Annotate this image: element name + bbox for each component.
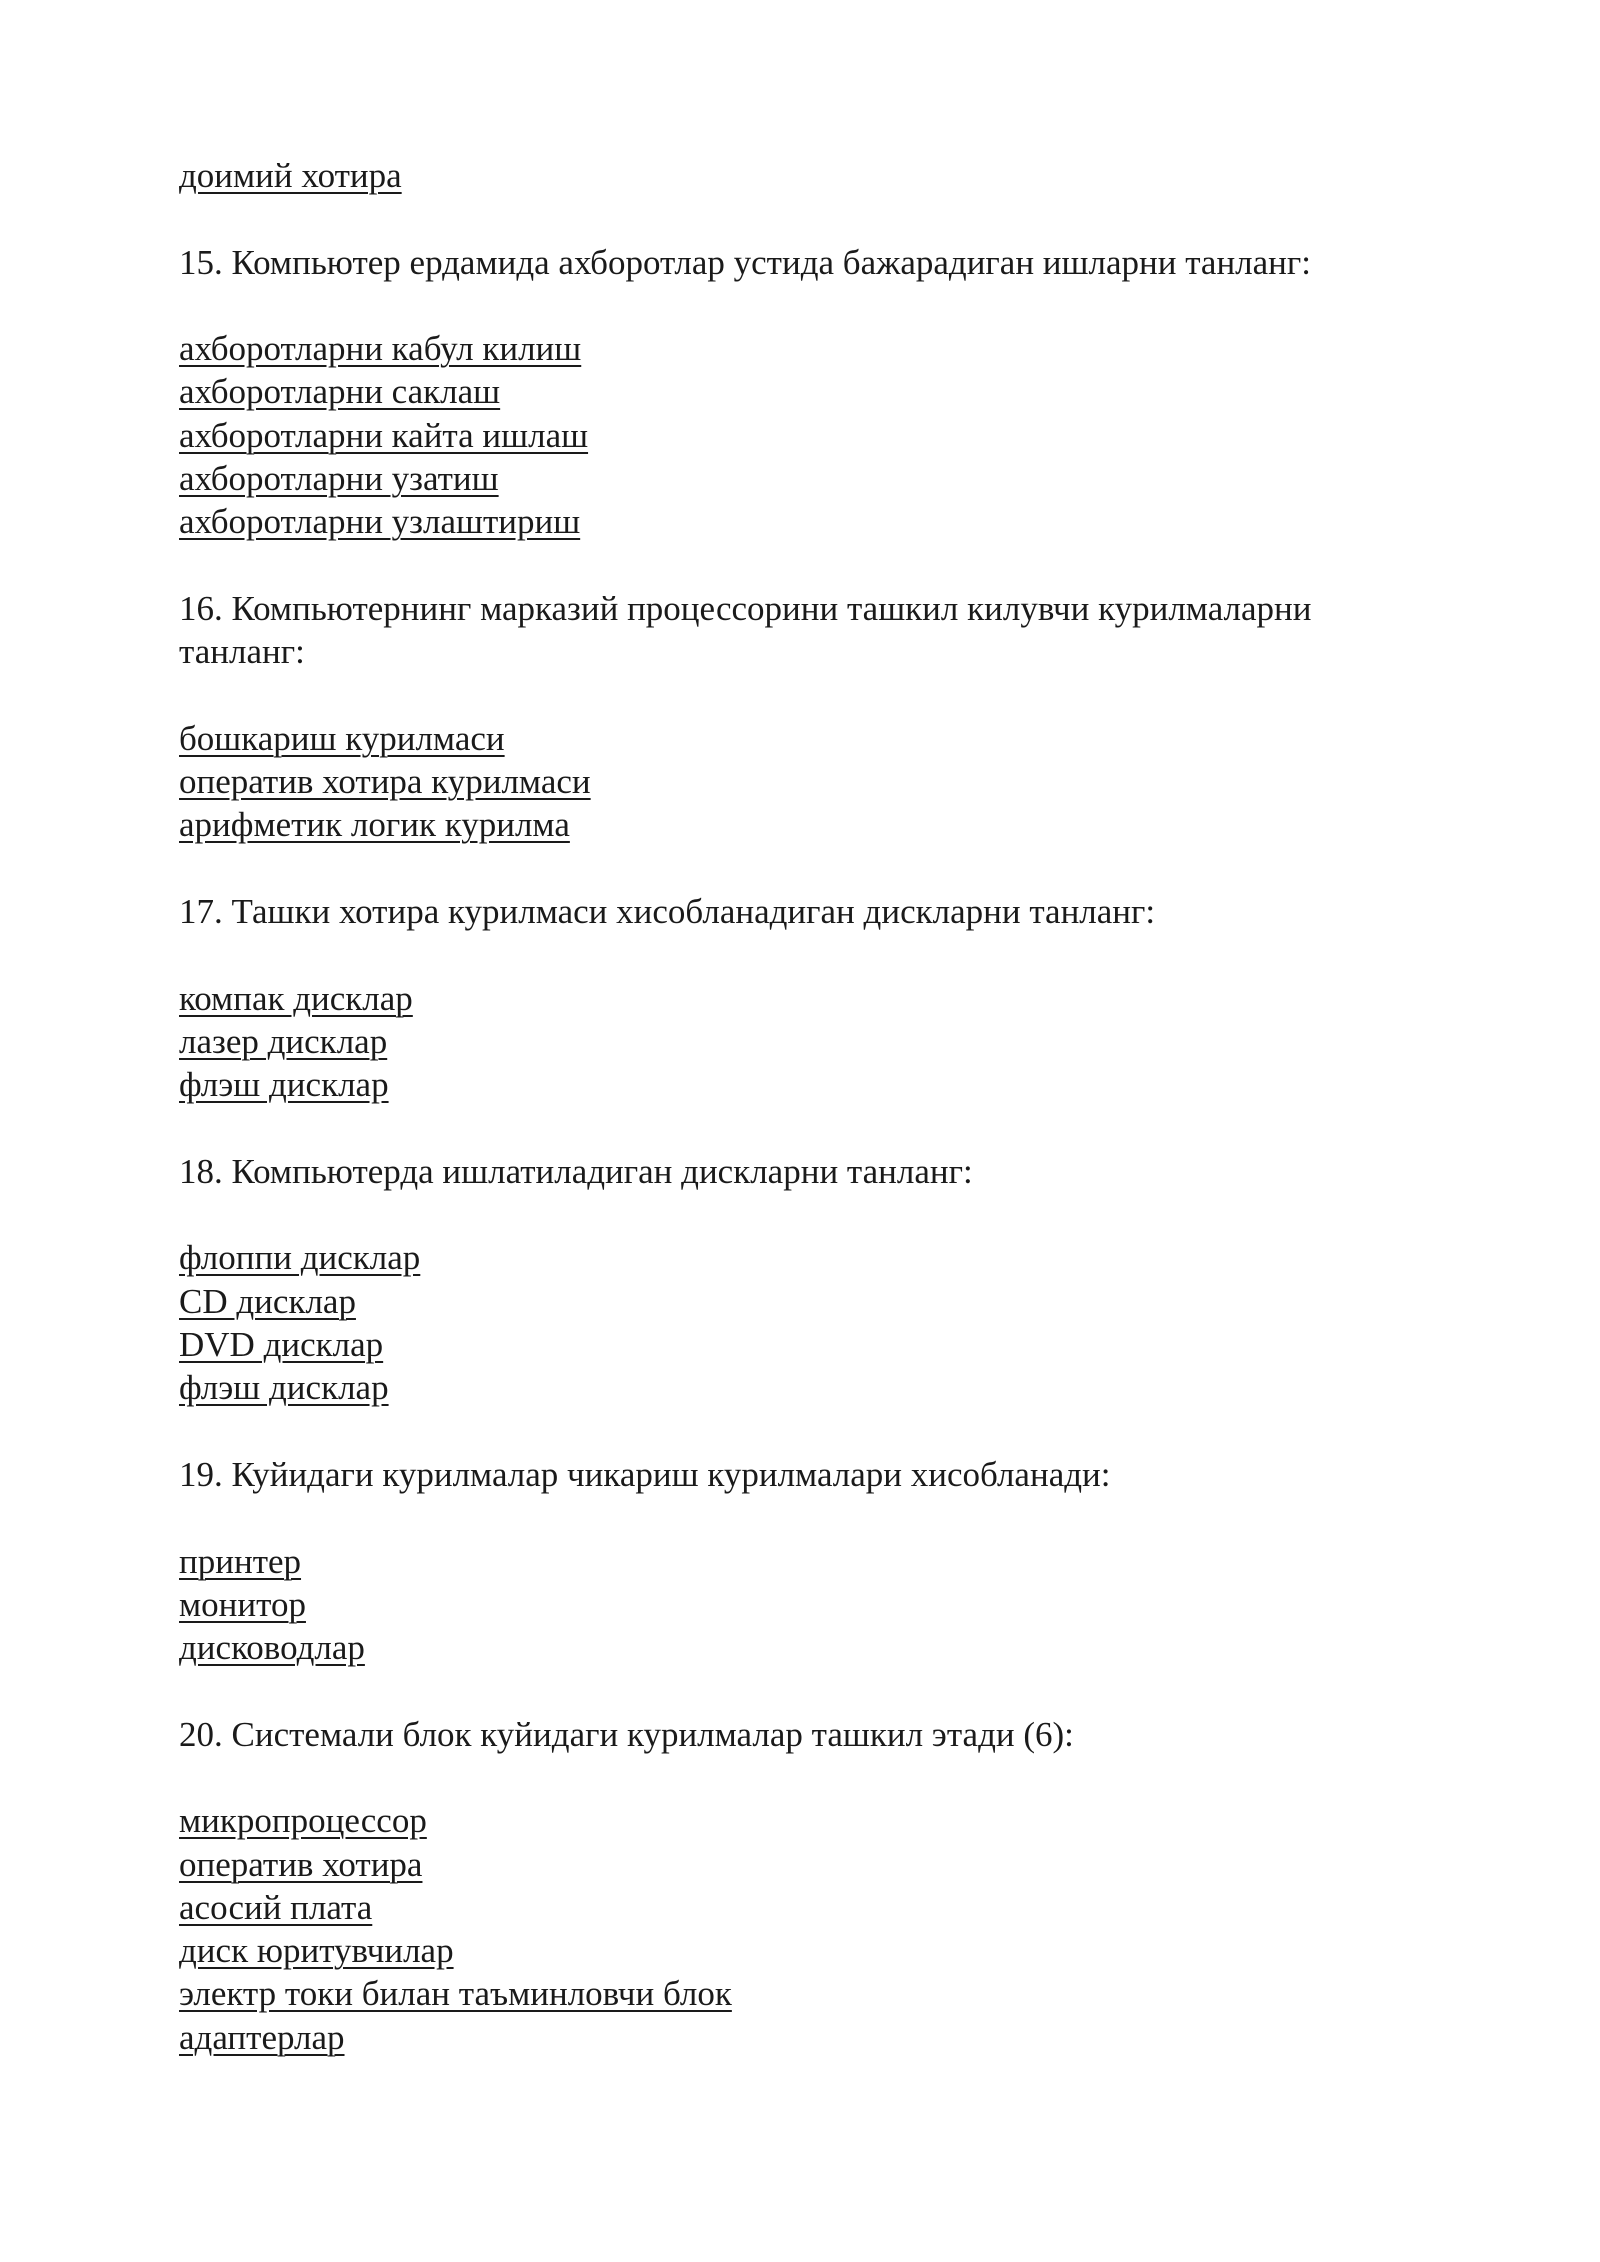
answer-item: ахборотларни кайта ишлаш [179,415,589,455]
answer-item: доимий хотира [179,156,402,195]
question-block [179,587,1429,847]
question-block [179,1713,1429,2059]
answer-item: ахборотларни саклаш [179,372,501,412]
answer-item: дисководлар [179,1628,365,1668]
question-text: 16. Компьютернинг марказий процессорини ташкил килувчи курилмаларни танланг: [179,588,1312,672]
answer-item: компак дисклар [179,978,413,1018]
answer-list [179,977,1429,1107]
question-block [179,890,1429,1106]
answer-item: флоппи дисклар [179,1238,421,1278]
answer-item: адаптерлар [179,2017,345,2057]
question-text: 20. Системали блок куйидаги курилмалар ташкил этади (6): [179,1714,1074,1754]
answer-item: арифметик логик курилма [179,805,570,845]
question-text: 19. Куйидаги курилмалар чикариш курилмалари хисобланади: [179,1454,1111,1494]
question-block [179,241,1429,544]
answer-item: ахборотларни кабул килиш [179,329,582,369]
question-text: 17. Ташки хотира курилмаси хисобланадиган дискларни танланг: [179,892,1156,932]
answer-list [179,1540,1429,1670]
answer-item: флэш дисклар [179,1368,389,1408]
answer-list [179,327,1429,543]
answer-list [179,1236,1429,1409]
question-text: 15. Компьютер ердамида ахборотлар устида бажарадиган ишларни танланг: [179,242,1311,282]
answer-item: лазер дисклар [179,1021,388,1061]
answer-item: флэш дисклар [179,1065,389,1105]
answer-list [179,1799,1429,2059]
answer-item: ахборотларни узлаштириш [179,502,581,542]
answer-item: оператив хотира [179,1844,423,1884]
answer-item: CD дисклар [179,1281,356,1321]
answer-item: электр токи билан таъминловчи блок [179,1974,732,2014]
document-body [179,154,1429,2059]
question-block [179,1150,1429,1410]
question-text: 18. Компьютерда ишлатиладиган дискларни танланг: [179,1151,973,1191]
answer-item: оператив хотира курилмаси [179,762,591,802]
question-block [179,1453,1429,1669]
answer-item: DVD дисклар [179,1325,384,1365]
answer-item: ахборотларни узатиш [179,459,499,499]
answer-item: асосий плата [179,1887,373,1927]
answer-item: бошкариш курилмаси [179,718,505,758]
answer-item: микропроцессор [179,1801,427,1841]
answer-item: диск юритувчилар [179,1931,454,1971]
answer-item: монитор [179,1584,306,1624]
answer-item: принтер [179,1541,302,1581]
answer-list [179,717,1429,847]
